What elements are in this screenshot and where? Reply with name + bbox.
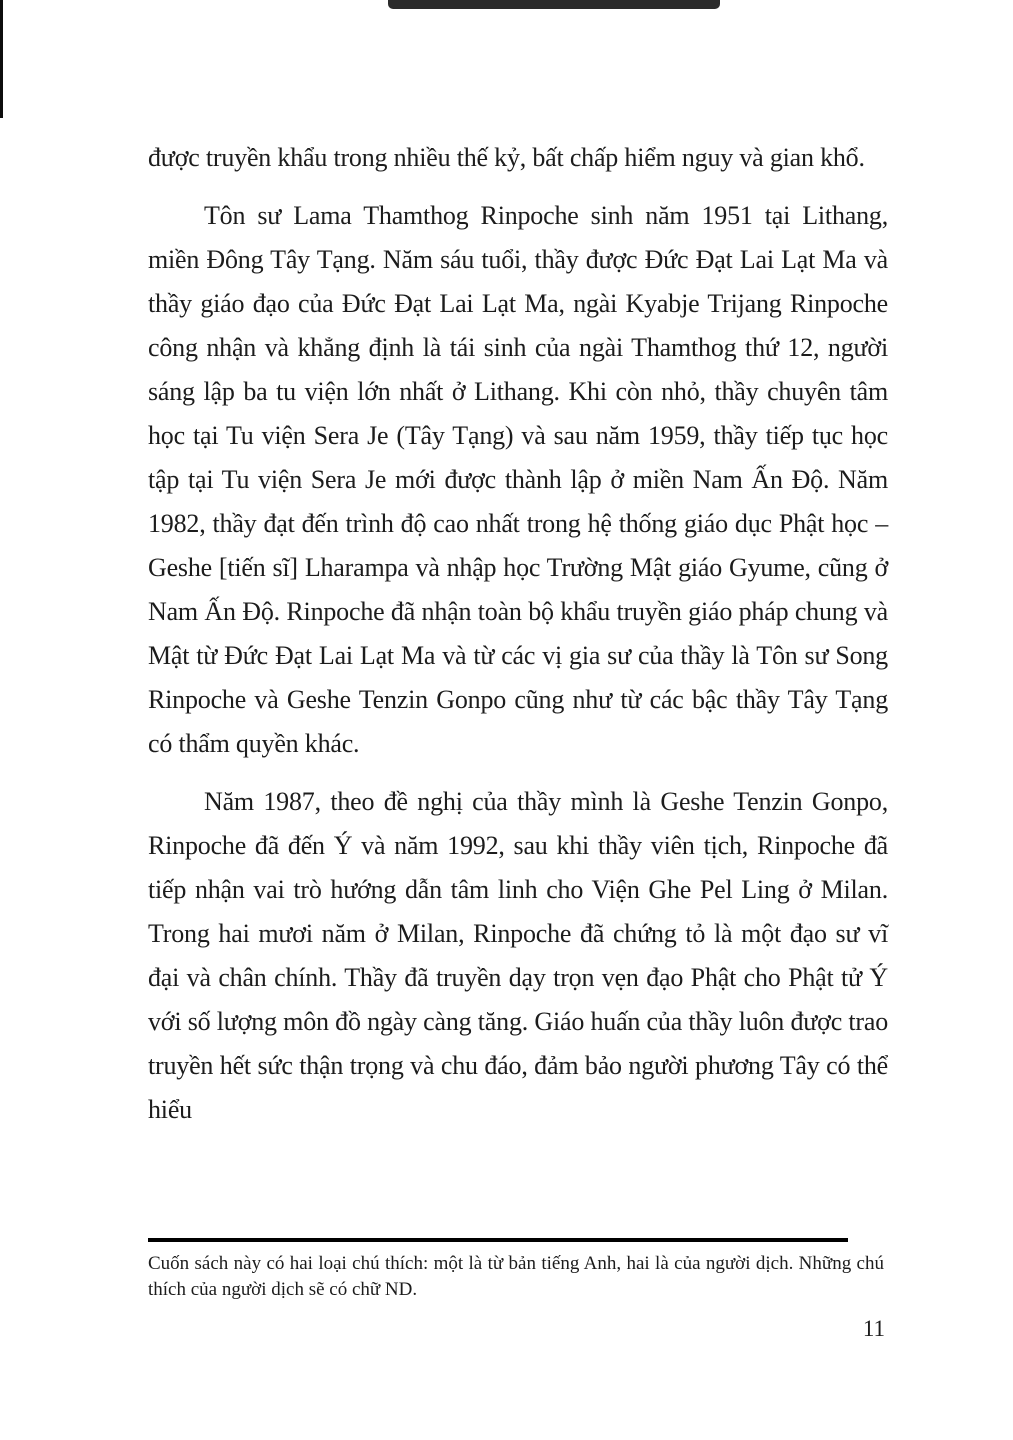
paragraph-milan: Năm 1987, theo đề nghị của thầy mình là Geshe Tenzin Gonpo, Rinpoche đã đến Ý và năm 1992, sau khi thầy viên tịch, Rinpoche đã tiếp nhận vai trò hướng dẫn tâm linh cho Viện Ghe Pel Ling ở Milan. Trong hai mươi năm ở Milan, Rinpoche đã chứng tỏ là một đạo sư vĩ đại và chân chính. Thầy đã truyền dạy trọn vẹn đạo Phật cho Phật tử Ý với số lượng môn đồ ngày càng tăng. Giáo huấn của thầy luôn được trao truyền hết sức thận trọng và chu đáo, đảm bảo người phương Tây có thể hiểu <box>148 787 888 1124</box>
footnote-rule <box>148 1238 848 1242</box>
body-text <box>148 136 888 1146</box>
footnote-section <box>148 1238 888 1303</box>
scan-edge-artifact-top <box>388 0 720 9</box>
footnote-text: Cuốn sách này có hai loại chú thích: một là từ bản tiếng Anh, hai là của người dịch. Những chú thích của người dịch sẽ có chữ ND. <box>148 1253 884 1300</box>
paragraph-continuation: được truyền khẩu trong nhiều thế kỷ, bất chấp hiểm nguy và gian khổ. <box>148 143 865 172</box>
page-number: 11 <box>862 1316 885 1341</box>
paragraph-biography: Tôn sư Lama Thamthog Rinpoche sinh năm 1951 tại Lithang, miền Đông Tây Tạng. Năm sáu tuổi, thầy được Đức Đạt Lai Lạt Ma và thầy giáo đạo của Đức Đạt Lai Lạt Ma, ngài Kyabje Trijang Rinpoche công nhận và khẳng định là tái sinh của ngài Thamthog thứ 12, người sáng lập ba tu viện lớn nhất ở Lithang. Khi còn nhỏ, thầy chuyên tâm học tại Tu viện Sera Je (Tây Tạng) và sau năm 1959, thầy tiếp tục học tập tại Tu viện Sera Je mới được thành lập ở miền Nam Ấn Độ. Năm 1982, thầy đạt đến trình độ cao nhất trong hệ thống giáo dục Phật học – Geshe [tiến sĩ] Lharampa và nhập học Trường Mật giáo Gyume, cũng ở Nam Ấn Độ. Rinpoche đã nhận toàn bộ khẩu truyền giáo pháp chung và Mật từ Đức Đạt Lai Lạt Ma và từ các vị gia sư của thầy là Tôn sư Song Rinpoche và Geshe Tenzin Gonpo cũng như từ các bậc thầy Tây Tạng có thẩm quyền khác. <box>148 201 888 758</box>
scan-edge-artifact-left <box>0 0 3 118</box>
